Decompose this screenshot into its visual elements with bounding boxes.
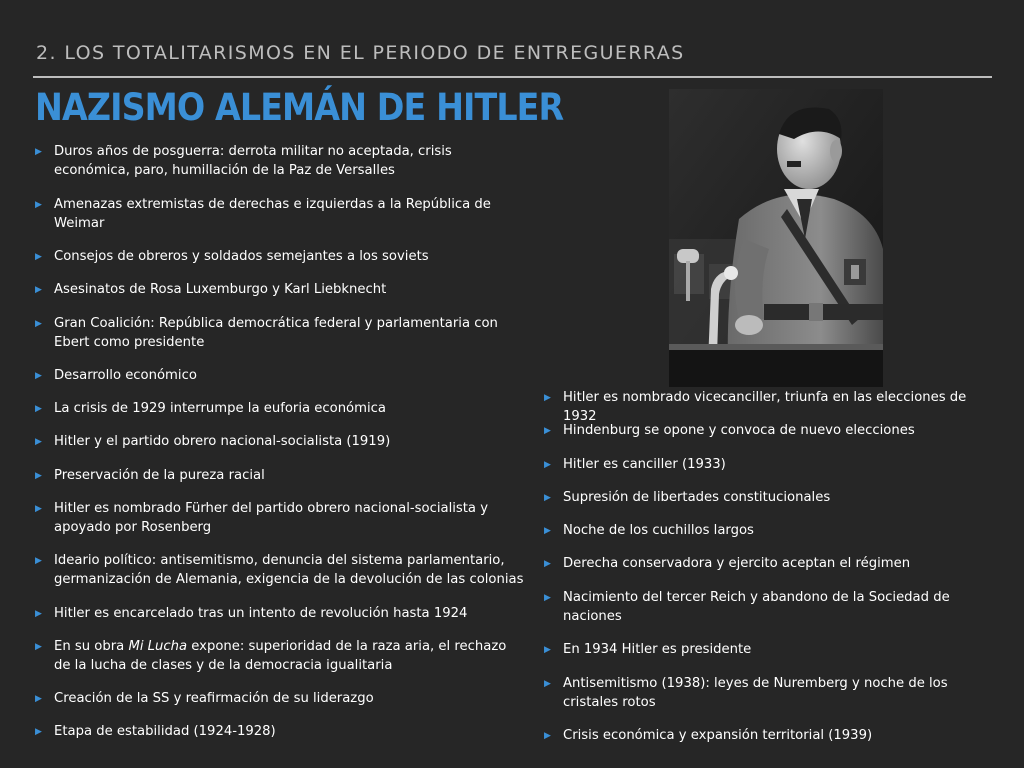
triangle-bullet-icon: ▶ bbox=[35, 642, 42, 652]
triangle-bullet-icon: ▶ bbox=[544, 526, 551, 536]
list-item-text: Desarrollo económico bbox=[54, 368, 197, 383]
triangle-bullet-icon: ▶ bbox=[544, 393, 551, 403]
triangle-bullet-icon: ▶ bbox=[35, 147, 42, 157]
list-item bbox=[544, 521, 1004, 540]
triangle-bullet-icon: ▶ bbox=[544, 679, 551, 689]
section-title: 2. LOS TOTALITARISMOS EN EL PERIODO DE ENTREGUERRAS bbox=[36, 42, 685, 64]
list-item-text: Asesinatos de Rosa Luxemburgo y Karl Liebknecht bbox=[54, 282, 387, 297]
list-item bbox=[35, 366, 525, 385]
slide-title: NAZISMO ALEMÁN DE HITLER bbox=[35, 86, 564, 129]
list-item-text: Nacimiento del tercer Reich y abandono de la Sociedad de naciones bbox=[563, 590, 950, 624]
list-item bbox=[544, 488, 1004, 507]
list-item bbox=[35, 466, 525, 485]
hitler-speech-photo bbox=[669, 89, 883, 387]
list-item bbox=[35, 280, 525, 299]
triangle-bullet-icon: ▶ bbox=[544, 731, 551, 741]
list-item-text: Hitler es canciller (1933) bbox=[563, 457, 726, 472]
list-item-text: Crisis económica y expansión territorial (1939) bbox=[563, 728, 873, 743]
list-item bbox=[35, 499, 525, 537]
list-item-text: Hitler es nombrado vicecanciller, triunfa en las elecciones de 1932 bbox=[563, 390, 967, 424]
list-item bbox=[35, 399, 525, 418]
list-item-text-suffix: expone: superioridad de la raza aria, el rechazo de la lucha de clases y de la democracia igualitaria bbox=[54, 639, 507, 673]
list-item-text: Creación de la SS y reafirmación de su liderazgo bbox=[54, 691, 374, 706]
list-item bbox=[35, 195, 525, 233]
triangle-bullet-icon: ▶ bbox=[544, 460, 551, 470]
triangle-bullet-icon: ▶ bbox=[35, 727, 42, 737]
list-item-text: Gran Coalición: República democrática federal y parlamentaria con Ebert como presidente bbox=[54, 316, 498, 350]
triangle-bullet-icon: ▶ bbox=[35, 471, 42, 481]
list-item-text-prefix: En su obra bbox=[54, 639, 129, 654]
triangle-bullet-icon: ▶ bbox=[35, 404, 42, 414]
triangle-bullet-icon: ▶ bbox=[35, 319, 42, 329]
list-item-text: Noche de los cuchillos largos bbox=[563, 523, 754, 538]
triangle-bullet-icon: ▶ bbox=[35, 609, 42, 619]
list-item-text: Derecha conservadora y ejercito aceptan el régimen bbox=[563, 556, 911, 571]
list-item bbox=[35, 637, 525, 675]
list-item-text: Hitler es nombrado Fürher del partido obrero nacional-socialista y apoyado por Rosenberg bbox=[54, 501, 489, 535]
list-item-text bbox=[35, 637, 525, 675]
triangle-bullet-icon: ▶ bbox=[544, 559, 551, 569]
list-item bbox=[35, 432, 525, 451]
header-divider bbox=[33, 76, 992, 78]
list-item bbox=[35, 689, 525, 708]
list-item-text: Amenazas extremistas de derechas e izquierdas a la República de Weimar bbox=[54, 197, 491, 231]
list-item bbox=[544, 455, 1004, 474]
triangle-bullet-icon: ▶ bbox=[35, 694, 42, 704]
list-item-text: Consejos de obreros y soldados semejantes a los soviets bbox=[54, 249, 429, 264]
triangle-bullet-icon: ▶ bbox=[35, 504, 42, 514]
list-item-text: Hindenburg se opone y convoca de nuevo elecciones bbox=[563, 423, 915, 438]
list-item bbox=[35, 551, 525, 589]
list-item bbox=[544, 674, 1004, 712]
book-title: Mi Lucha bbox=[128, 639, 188, 654]
list-item-text: Antisemitismo (1938): leyes de Nuremberg y noche de los cristales rotos bbox=[563, 676, 948, 710]
list-item-text: La crisis de 1929 interrumpe la euforia económica bbox=[54, 401, 386, 416]
triangle-bullet-icon: ▶ bbox=[544, 645, 551, 655]
list-item-text: Preservación de la pureza racial bbox=[54, 468, 265, 483]
list-item bbox=[35, 247, 525, 266]
list-item-text: Hitler es encarcelado tras un intento de revolución hasta 1924 bbox=[54, 606, 468, 621]
list-item-text: Supresión de libertades constitucionales bbox=[563, 490, 831, 505]
triangle-bullet-icon: ▶ bbox=[544, 593, 551, 603]
triangle-bullet-icon: ▶ bbox=[35, 371, 42, 381]
list-item-text: Etapa de estabilidad (1924-1928) bbox=[54, 724, 276, 739]
triangle-bullet-icon: ▶ bbox=[35, 437, 42, 447]
triangle-bullet-icon: ▶ bbox=[35, 252, 42, 262]
list-item bbox=[544, 726, 1004, 745]
list-item bbox=[35, 142, 525, 180]
list-item bbox=[544, 588, 1004, 626]
list-item-text: Hitler y el partido obrero nacional-socialista (1919) bbox=[54, 434, 391, 449]
list-item bbox=[35, 604, 525, 623]
list-item bbox=[544, 421, 1004, 440]
list-item-text: Duros años de posguerra: derrota militar no aceptada, crisis económica, paro, humillación de la Paz de Versalles bbox=[54, 144, 452, 178]
list-item bbox=[544, 640, 1004, 659]
triangle-bullet-icon: ▶ bbox=[35, 200, 42, 210]
triangle-bullet-icon: ▶ bbox=[35, 556, 42, 566]
triangle-bullet-icon: ▶ bbox=[544, 426, 551, 436]
list-item bbox=[544, 554, 1004, 573]
list-item-text: En 1934 Hitler es presidente bbox=[563, 642, 752, 657]
list-item bbox=[35, 722, 525, 741]
triangle-bullet-icon: ▶ bbox=[35, 285, 42, 295]
list-item bbox=[35, 314, 525, 352]
triangle-bullet-icon: ▶ bbox=[544, 493, 551, 503]
list-item-text: Ideario político: antisemitismo, denuncia del sistema parlamentario, germanización de Alemania, exigencia de la devolución de las colonias bbox=[54, 553, 524, 587]
